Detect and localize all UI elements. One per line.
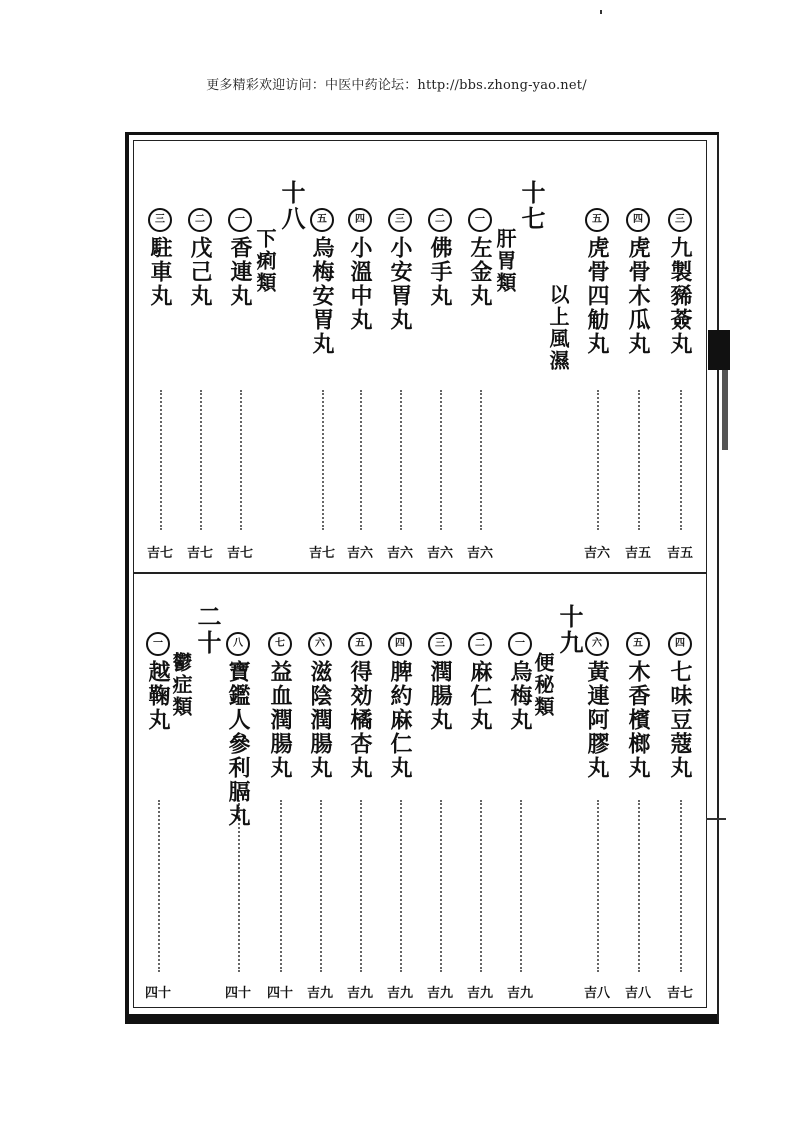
page-number: 吉六: [386, 546, 413, 561]
entry-number-badge: 七: [268, 632, 292, 656]
entry-number-badge: 八: [226, 632, 250, 656]
remedy-name: 虎骨四觔丸: [584, 236, 610, 356]
page-number: 四十: [224, 986, 251, 1001]
leader-dots: [440, 800, 442, 972]
page-number: 吉八: [624, 986, 651, 1001]
remedy-entry: [467, 632, 493, 732]
page-number: 吉九: [386, 986, 413, 1001]
leader-dots: [360, 390, 362, 530]
remedy-name: 小安胃丸: [387, 236, 413, 332]
leader-dots: [320, 800, 322, 972]
entry-number-badge: 六: [308, 632, 332, 656]
remedy-entry: [147, 208, 173, 308]
entry-number-badge: 三: [428, 632, 452, 656]
entry-number-badge: 三: [668, 208, 692, 232]
page-number: 吉九: [466, 986, 493, 1001]
remedy-entry: [625, 208, 651, 356]
leader-dots: [480, 800, 482, 972]
leader-dots: [680, 800, 682, 972]
spine-tab: [708, 330, 730, 370]
page-number: 吉七: [226, 546, 253, 561]
remedy-name: 虎骨木瓜丸: [625, 236, 651, 356]
remedy-entry: [584, 632, 610, 780]
remedy-entry: [667, 208, 693, 356]
entry-number-badge: 五: [626, 632, 650, 656]
page-number: 吉九: [306, 986, 333, 1001]
remedy-name: 脾約麻仁丸: [387, 660, 413, 780]
leader-dots: [638, 390, 640, 530]
remedy-name: 滋陰潤腸丸: [307, 660, 333, 780]
entry-number-badge: 三: [148, 208, 172, 232]
remedy-name: 戊己丸: [187, 236, 213, 308]
section-number: 十九: [555, 604, 584, 656]
remedy-name: 香連丸: [227, 236, 253, 308]
remedy-entry: [309, 208, 335, 356]
leader-dots: [160, 390, 162, 530]
remedy-name: 佛手丸: [427, 236, 453, 308]
page-number: 吉七: [146, 546, 173, 561]
page-number: 吉六: [583, 546, 610, 561]
entry-number-badge: 四: [388, 632, 412, 656]
remedy-entry: [667, 632, 693, 780]
note-text: 以上風濕: [546, 284, 570, 372]
remedy-entry: [387, 632, 413, 780]
remedy-name: 越鞠丸: [145, 660, 171, 732]
section-number: 十八: [277, 180, 306, 232]
remedy-entry: [347, 632, 373, 780]
section-number: 十七: [517, 180, 546, 232]
category-name: 鬱症類: [169, 652, 193, 718]
spine-shadow: [722, 370, 728, 450]
entry-number-badge: 四: [668, 632, 692, 656]
category-heading: [168, 604, 220, 718]
leader-dots: [200, 390, 202, 530]
entry-number-badge: 五: [585, 208, 609, 232]
site-banner: 更多精彩欢迎访问：中医中药论坛：http://bbs.zhong-yao.net/: [206, 78, 587, 93]
leader-dots: [400, 390, 402, 530]
entry-number-badge: 一: [228, 208, 252, 232]
remedy-name: 木香檳榔丸: [625, 660, 651, 780]
page-number: 吉七: [666, 986, 693, 1001]
stray-mark: [600, 10, 602, 14]
middle-divider: [133, 572, 707, 574]
spine-line: [706, 818, 726, 820]
remedy-entry: [145, 632, 171, 732]
remedy-name: 益血潤腸丸: [267, 660, 293, 780]
entry-number-badge: 四: [626, 208, 650, 232]
category-name: 肝胃類: [493, 228, 517, 294]
remedy-entry: [507, 632, 533, 732]
page-number: 吉五: [624, 546, 651, 561]
page-frame-inner: [133, 140, 707, 1008]
page-number: 吉六: [346, 546, 373, 561]
leader-dots: [597, 390, 599, 530]
entry-number-badge: 二: [468, 632, 492, 656]
entry-number-badge: 二: [428, 208, 452, 232]
leader-dots: [400, 800, 402, 972]
remedy-name: 烏梅丸: [507, 660, 533, 732]
remedy-entry: [427, 208, 453, 308]
remedy-name: 烏梅安胃丸: [309, 236, 335, 356]
leader-dots: [680, 390, 682, 530]
entry-number-badge: 一: [468, 208, 492, 232]
remedy-name: 得効橘杏丸: [347, 660, 373, 780]
entry-number-badge: 五: [310, 208, 334, 232]
bottom-rule: [125, 1014, 717, 1019]
leader-dots: [280, 800, 282, 972]
category-name: 便秘類: [531, 652, 555, 718]
leader-dots: [240, 390, 242, 530]
remedy-name: 寶鑑人參利膈丸: [225, 660, 251, 828]
category-heading: [530, 604, 582, 718]
remedy-entry: [347, 208, 373, 332]
remedy-name: 七味豆蔻丸: [667, 660, 693, 780]
page-number: 吉九: [346, 986, 373, 1001]
page-number: 吉五: [666, 546, 693, 561]
remedy-name: 駐車丸: [147, 236, 173, 308]
page-number: 吉七: [308, 546, 335, 561]
remedy-name: 潤腸丸: [427, 660, 453, 732]
section-note: [545, 284, 571, 372]
leader-dots: [520, 800, 522, 972]
page-number: 四十: [266, 986, 293, 1001]
entry-number-badge: 一: [508, 632, 532, 656]
remedy-name: 麻仁丸: [467, 660, 493, 732]
page-number: 四十: [144, 986, 171, 1001]
leader-dots: [638, 800, 640, 972]
remedy-name: 小溫中丸: [347, 236, 373, 332]
remedy-entry: [427, 632, 453, 732]
entry-number-badge: 三: [388, 208, 412, 232]
entry-number-badge: 五: [348, 632, 372, 656]
category-heading: [252, 180, 304, 294]
leader-dots: [440, 390, 442, 530]
leader-dots: [158, 800, 160, 972]
leader-dots: [597, 800, 599, 972]
category-name: 下痢類: [253, 228, 277, 294]
page-number: 吉六: [466, 546, 493, 561]
entry-number-badge: 一: [146, 632, 170, 656]
page-number: 吉九: [506, 986, 533, 1001]
remedy-entry: [307, 632, 333, 780]
leader-dots: [360, 800, 362, 972]
remedy-entry: [625, 632, 651, 780]
remedy-entry: [267, 632, 293, 780]
remedy-name: 左金丸: [467, 236, 493, 308]
entry-number-badge: 六: [585, 632, 609, 656]
leader-dots: [322, 390, 324, 530]
page-number: 吉八: [583, 986, 610, 1001]
page-number: 吉九: [426, 986, 453, 1001]
page-number: 吉七: [186, 546, 213, 561]
remedy-entry: [584, 208, 610, 356]
remedy-entry: [225, 632, 251, 828]
remedy-entry: [467, 208, 493, 308]
remedy-entry: [227, 208, 253, 308]
remedy-name: 黃連阿膠丸: [584, 660, 610, 780]
remedy-entry: [387, 208, 413, 332]
entry-number-badge: 四: [348, 208, 372, 232]
leader-dots: [480, 390, 482, 530]
remedy-entry: [187, 208, 213, 308]
section-number: 二十: [193, 604, 222, 656]
page-number: 吉六: [426, 546, 453, 561]
entry-number-badge: 二: [188, 208, 212, 232]
remedy-name: 九製豨薟丸: [667, 236, 693, 356]
category-heading: [492, 180, 544, 294]
